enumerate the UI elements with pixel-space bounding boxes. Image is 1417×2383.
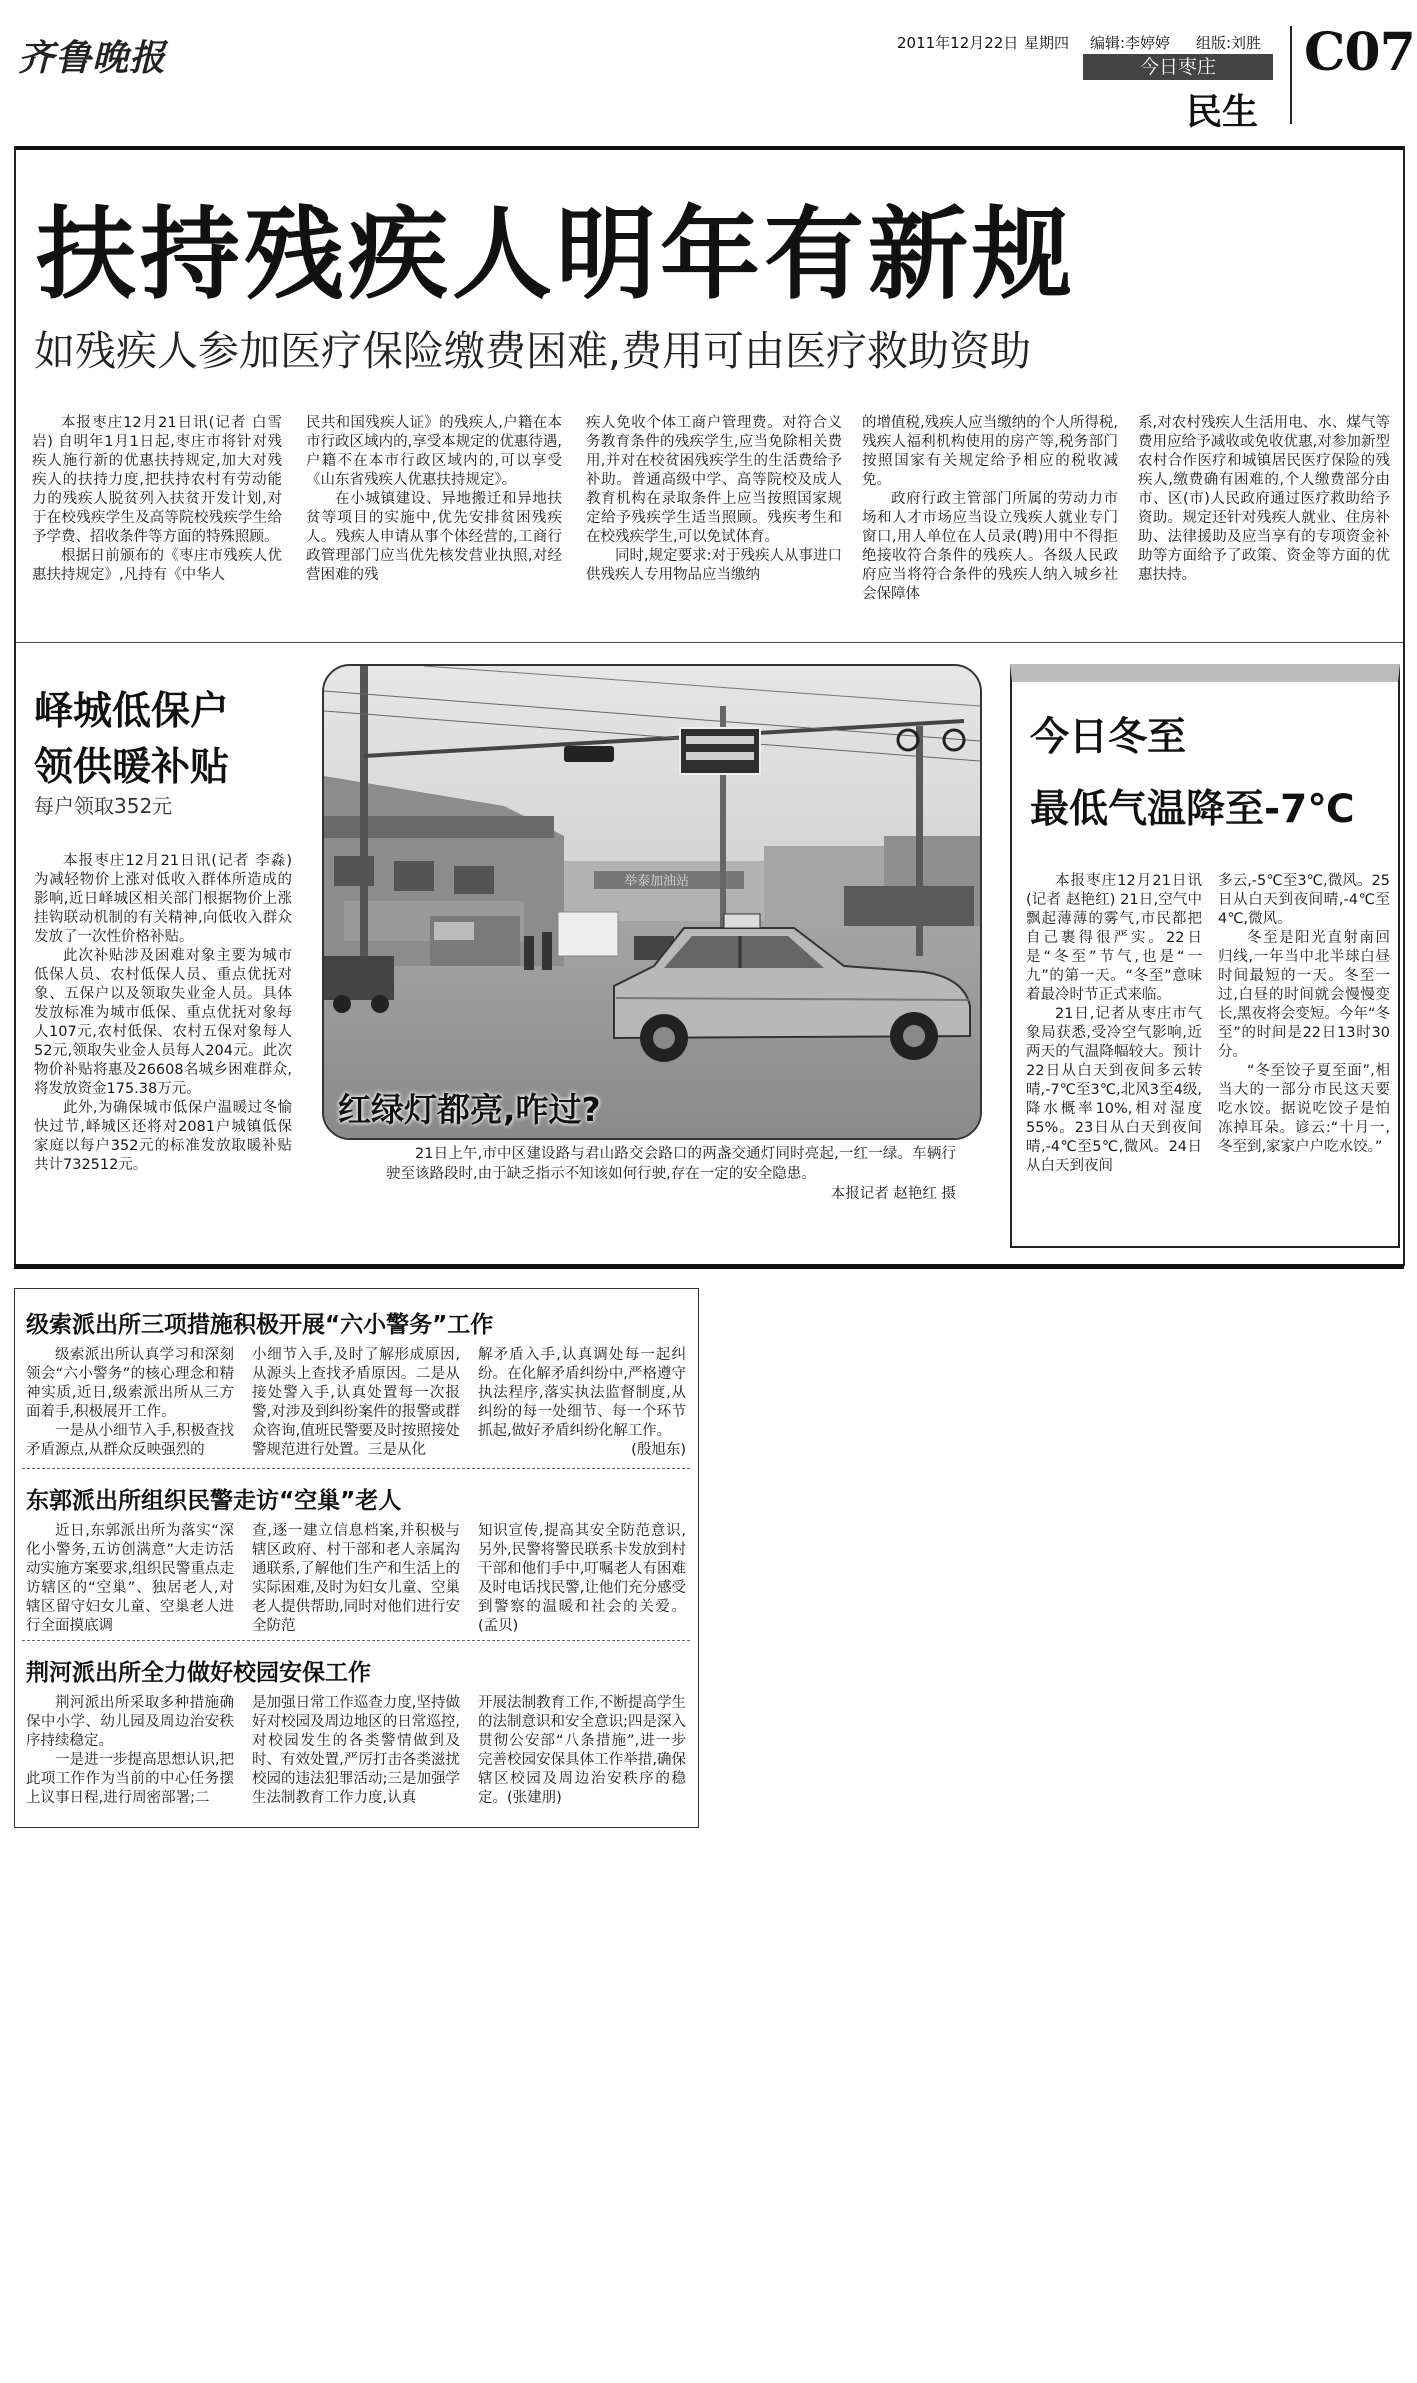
header-rule <box>14 146 1404 150</box>
police-article-2-col-3 <box>478 1522 686 1636</box>
layout-credit: 组版:刘胜 <box>1196 34 1262 52</box>
page-number: C07 <box>1304 22 1415 83</box>
subsidy-headline-2: 领供暖补贴 <box>34 745 230 790</box>
subsidy-body: 本报枣庄12月21日讯(记者 李淼) 为减轻物价上涨对低收入群体所造成的影响,近日峄城区相关部门根据物价上涨挂钩联动机制的有关精神,向低收入群众发放了一次性价格补贴。 此次补贴涉及困难对象主要为城市低保人员、农村低保人员、重点优抚对象、五保户以及领取失业金人员。具体发放标准为城市低保、重点优抚对象每人107元,农村低保、农村五保对象每人52元,领取失业金人员每人204元。此次物价补贴将惠及26608名城乡困难群众,将发放资金175.38万元。 此外,为确保城市低保户温暖过冬愉快过节,峄城区还将对2081户城镇低保家庭以每户352元的标准发放取暖补贴共计732512元。 <box>34 853 292 1173</box>
editor-credit: 编辑:李婷婷 <box>1090 34 1171 52</box>
subsidy-subhead: 每户领取352元 <box>34 794 173 818</box>
police-article-2-title: 东郭派出所组织民警走访“空巢”老人 <box>26 1488 402 1514</box>
lead-subheadline: 如残疾人参加医疗保险缴费困难,费用可由医疗救助资助 <box>34 327 1032 375</box>
lead-column-4: 的增值税,残疾人应当缴纳的个人所得税,残疾人福利机构使用的房产等,税务部门按照国家有关规定给予相应的税收减免。 政府行政主管部门所属的劳动力市场和人才市场应当设立残疾人就业专门窗口,用人单位在人员录(聘)用中不得拒绝接收符合条件的残疾人。各级人民政府应当将符合条件的残疾人纳入城乡社会保障体 <box>862 415 1118 602</box>
lead-column-2: 民共和国残疾人证》的残疾人,户籍在本市行政区域内的,享受本规定的优惠待遇,户籍不在本市行政区域内的,可以享受《山东省残疾人优惠扶持规定》。 在小城镇建设、异地搬迁和异地扶贫等项目的实施中,优先安排贫困残疾人。残疾人申请从事个体经营的,工商行政管理部门应当优先核发营业执照,对经营困难的残 <box>306 415 562 583</box>
weather-headline-2: 最低气温降至-7℃ <box>1030 787 1355 832</box>
station-sign: 举泰加油站 <box>624 874 690 889</box>
police-article-1-col-2: 小细节入手,及时了解形成原因,从源头上查找矛盾原因。二是从接处警入手,认真处置每一次报警,对涉及到纠纷案件的报警或群众咨询,值班民警要及时按照接处警规范进行处置。三是从化 <box>252 1347 460 1458</box>
lead-bottom-rule <box>14 642 1404 643</box>
police-divider-1 <box>22 1468 690 1469</box>
street-scene-illustration <box>324 666 980 1138</box>
lead-headline: 扶持残疾人明年有新规 <box>36 196 1076 313</box>
police-article-1-col-1: 级索派出所认真学习和深刻领会“六小警务”的核心理念和精神实质,近日,级索派出所从三方面着手,积极展开工作。 一是从小细节入手,积极查找矛盾源点,从群众反映强烈的 <box>26 1347 234 1458</box>
photo-caption-text: 21日上午,市中区建设路与君山路交会路口的两盏交通灯同时亮起,一红一绿。车辆行驶至该路段时,由于缺乏指示不知该如何行驶,存在一定的安全隐患。 <box>386 1146 956 1182</box>
lead-column-1: 本报枣庄12月21日讯(记者 白雪岩) 自明年1月1日起,枣庄市将针对残疾人施行新的优惠扶持规定,加大对残疾人的扶持力度,把扶持农村有劳动能力的残疾人脱贫列入扶贫开发计划,对于在校残疾学生及高等院校残疾学生给予学费、招收条件等方面的特殊照顾。 根据日前颁布的《枣庄市残疾人优惠扶持规定》,凡持有《中华人 <box>32 415 282 583</box>
police-article-3-col-3 <box>478 1694 686 1808</box>
police-article-2-col-1: 近日,东郭派出所为落实“深化小警务,五访创满意”大走访活动实施方案要求,组织民警重点走访辖区的“空巢”、独居老人,对辖区留守妇女儿童、空巢老人进行全面摸底调 <box>26 1523 234 1634</box>
traffic-light-photo <box>322 664 982 1140</box>
weather-column-2: 多云,-5℃至3℃,微风。25日从白天到夜间晴,-4℃至4℃,微风。 冬至是阳光直射南回归线,一年当中北半球白昼时间最短的一天。冬至一过,白昼的时间就会慢慢变长,黑夜将会变短。今年“冬至”的时间是22日13时30分。 “冬至饺子夏至面”,相当大的一部分市民这天要吃水饺。据说吃饺子是怕冻掉耳朵。谚云:“十月一,冬至到,家家户户吃水饺。” <box>1218 873 1390 1155</box>
upper-section-bottom-rule <box>14 1264 1404 1269</box>
section-label: 今日枣庄 <box>1083 54 1273 80</box>
weather-column-1: 本报枣庄12月21日讯(记者 赵艳红) 21日,空气中飘起薄薄的雾气,市民都把自己裹得很严实。22日是“冬至”节气,也是“一九”的第一天。“冬至”意味着最冷时节正式来临。 21日,记者从枣庄市气象局获悉,受冷空气影响,近两天的气温降幅较大。预计22日从白天到夜间多云转晴,-7℃至3℃,北风3至4级,降水概率10%,相对湿度55%。23日从白天到夜间晴,-4℃至5℃,微风。24日从白天到夜间 <box>1026 873 1202 1174</box>
police-article-3-col-2: 是加强日常工作巡查力度,坚持做好对校园及周边地区的日常巡控,对校园发生的各类警情做到及时、有效处置,严厉打击各类滋扰校园的违法犯罪活动;三是加强学生法制教育工作力度,认真 <box>252 1695 460 1806</box>
police-article-3-col-1: 荆河派出所采取多种措施确保中小学、幼儿园及周边治安秩序持续稳定。 一是进一步提高思想认识,把此项工作作为当前的中心任务摆上议事日程,进行周密部署;二 <box>26 1695 234 1806</box>
police-divider-2 <box>22 1640 690 1641</box>
page-right-rule <box>1403 146 1405 1266</box>
newspaper-logo: 齐鲁晚报 <box>18 37 167 79</box>
section-title: 民生 <box>1186 92 1259 133</box>
photo-headline: 红绿灯都亮,咋过? <box>338 1090 601 1129</box>
police-article-3-byline: (张建朋) <box>507 1790 562 1806</box>
subsidy-headline-1: 峄城低保户 <box>34 689 230 734</box>
photo-caption <box>386 1144 956 1204</box>
police-article-3-text: 开展法制教育工作,不断提高学生的法制意识和安全意识;四是深入贯彻公安部“八条措施”,进一步完善校园安保具体工作举措,确保辖区校园及周边治安秩序的稳定。 <box>478 1695 686 1806</box>
lead-column-3: 疾人免收个体工商户管理费。对符合义务教育条件的残疾学生,应当免除相关费用,并对在校贫困残疾学生的生活费给予补助。普通高级中学、高等院校及成人教育机构在录取条件上应当按照国家规定给予残疾学生适当照顾。残疾考生和在校残疾学生,可以免试体育。 同时,规定要求:对于残疾人从事进口供残疾人专用物品应当缴纳 <box>586 415 842 583</box>
weather-headline-1: 今日冬至 <box>1030 715 1187 760</box>
police-article-1-byline: (殷旭东) <box>631 1442 686 1458</box>
issue-date: 2011年12月22日 <box>897 34 1019 52</box>
issue-weekday: 星期四 <box>1024 34 1070 52</box>
police-article-2-text: 知识宣传,提高其安全防范意识,另外,民警将警民联系卡发放到村干部和他们手中,叮嘱老人有困难及时电话找民警,让他们充分感受到警察的温暖和社会的关爱。 <box>478 1523 686 1615</box>
page-left-rule <box>14 146 16 1266</box>
lead-column-5: 系,对农村残疾人生活用电、水、煤气等费用应给予减收或免收优惠,对参加新型农村合作医疗和城镇居民医疗保险的残疾人,缴费确有困难的,个人缴费部分由市、区(市)人民政府通过医疗救助给予资助。规定还针对残疾人就业、住房补助、法律援助及应当享有的专项资金补助等方面给予了政策、资金等方面的优惠扶持。 <box>1138 415 1390 583</box>
police-article-2-byline: (孟贝) <box>478 1618 519 1634</box>
photo-credit: 本报记者 赵艳红 摄 <box>830 1186 956 1202</box>
police-article-2-col-2: 查,逐一建立信息档案,并积极与辖区政府、村干部和老人亲属沟通联系,了解他们生产和生活上的实际困难,及时为妇女儿童、空巢老人提供帮助,同时对他们进行安全防范 <box>252 1523 460 1634</box>
police-article-3-title: 荆河派出所全力做好校园安保工作 <box>26 1660 371 1686</box>
police-article-1-title: 级索派出所三项措施积极开展“六小警务”工作 <box>26 1312 494 1338</box>
header-divider <box>1290 26 1292 124</box>
police-article-1-col-3: 解矛盾入手,认真调处每一起纠纷。在化解矛盾纠纷中,严格遵守执法程序,落实执法监督制度,从纠纷的每一处细节、每一个环节抓起,做好矛盾纠纷化解工作。 (殷旭东) <box>478 1347 686 1458</box>
